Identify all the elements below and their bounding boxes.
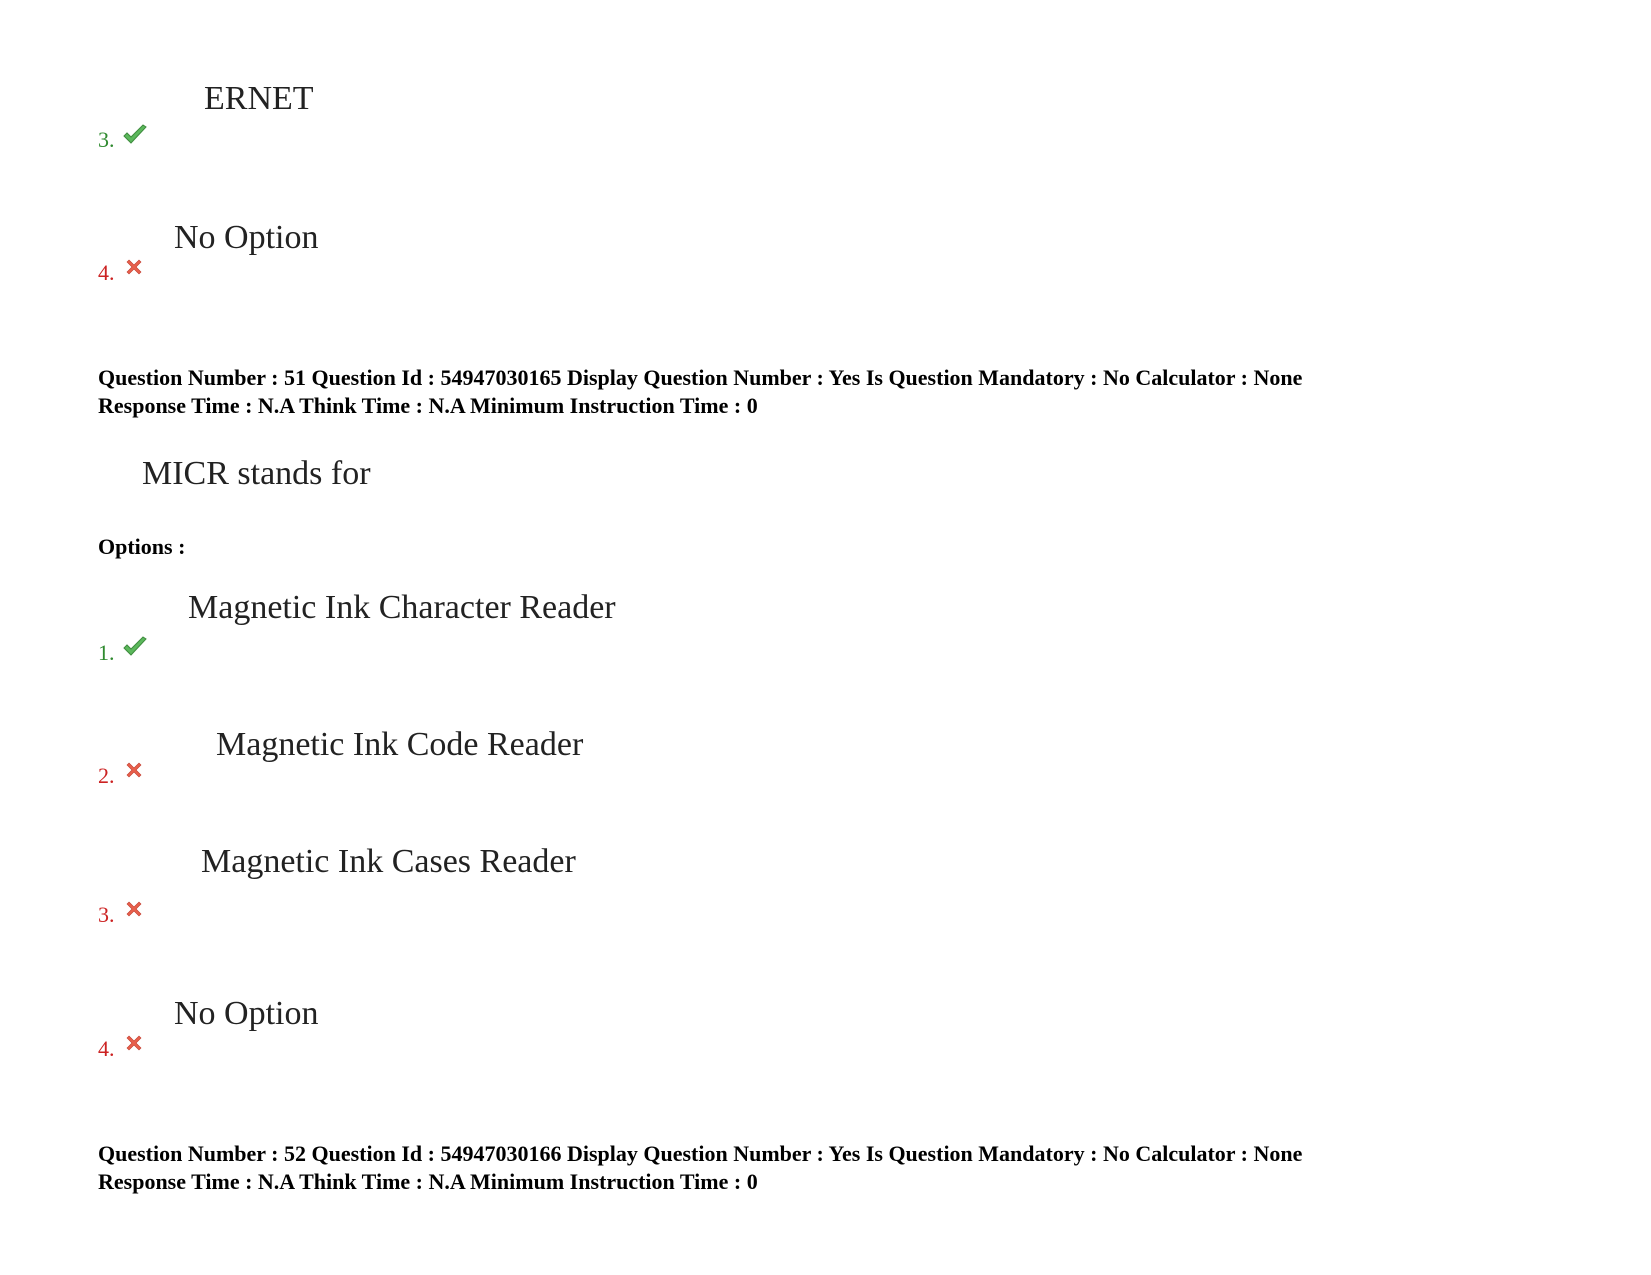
option-number: 2. — [98, 763, 115, 788]
question-meta-line: Question Number : 51 Question Id : 54947030165 Display Question Number : Yes Is Question Mandatory : No Calculator : None — [98, 365, 1303, 390]
check-icon — [122, 636, 148, 658]
check-icon — [122, 124, 148, 146]
question-meta-line: Response Time : N.A Think Time : N.A Minimum Instruction Time : 0 — [98, 1169, 758, 1194]
option-number: 4. — [98, 260, 115, 285]
cross-icon — [126, 1035, 142, 1051]
option-number: 3. — [98, 902, 115, 927]
question-meta-line: Question Number : 52 Question Id : 54947030166 Display Question Number : Yes Is Question Mandatory : No Calculator : None — [98, 1141, 1303, 1166]
option-number: 1. — [98, 640, 115, 665]
option-text: Magnetic Ink Code Reader — [216, 726, 584, 763]
option-text: No Option — [174, 219, 319, 256]
cross-icon — [126, 901, 142, 917]
cross-icon — [126, 762, 142, 778]
question-meta-line: Response Time : N.A Think Time : N.A Minimum Instruction Time : 0 — [98, 393, 758, 418]
option-text: Magnetic Ink Cases Reader — [201, 843, 576, 880]
option-text: Magnetic Ink Character Reader — [188, 589, 616, 626]
option-number: 4. — [98, 1036, 115, 1061]
option-text: ERNET — [204, 80, 314, 117]
cross-icon — [126, 259, 142, 275]
option-text: No Option — [174, 995, 319, 1032]
option-number: 3. — [98, 127, 115, 152]
options-label: Options : — [98, 534, 186, 559]
question-text: MICR stands for — [142, 455, 371, 492]
